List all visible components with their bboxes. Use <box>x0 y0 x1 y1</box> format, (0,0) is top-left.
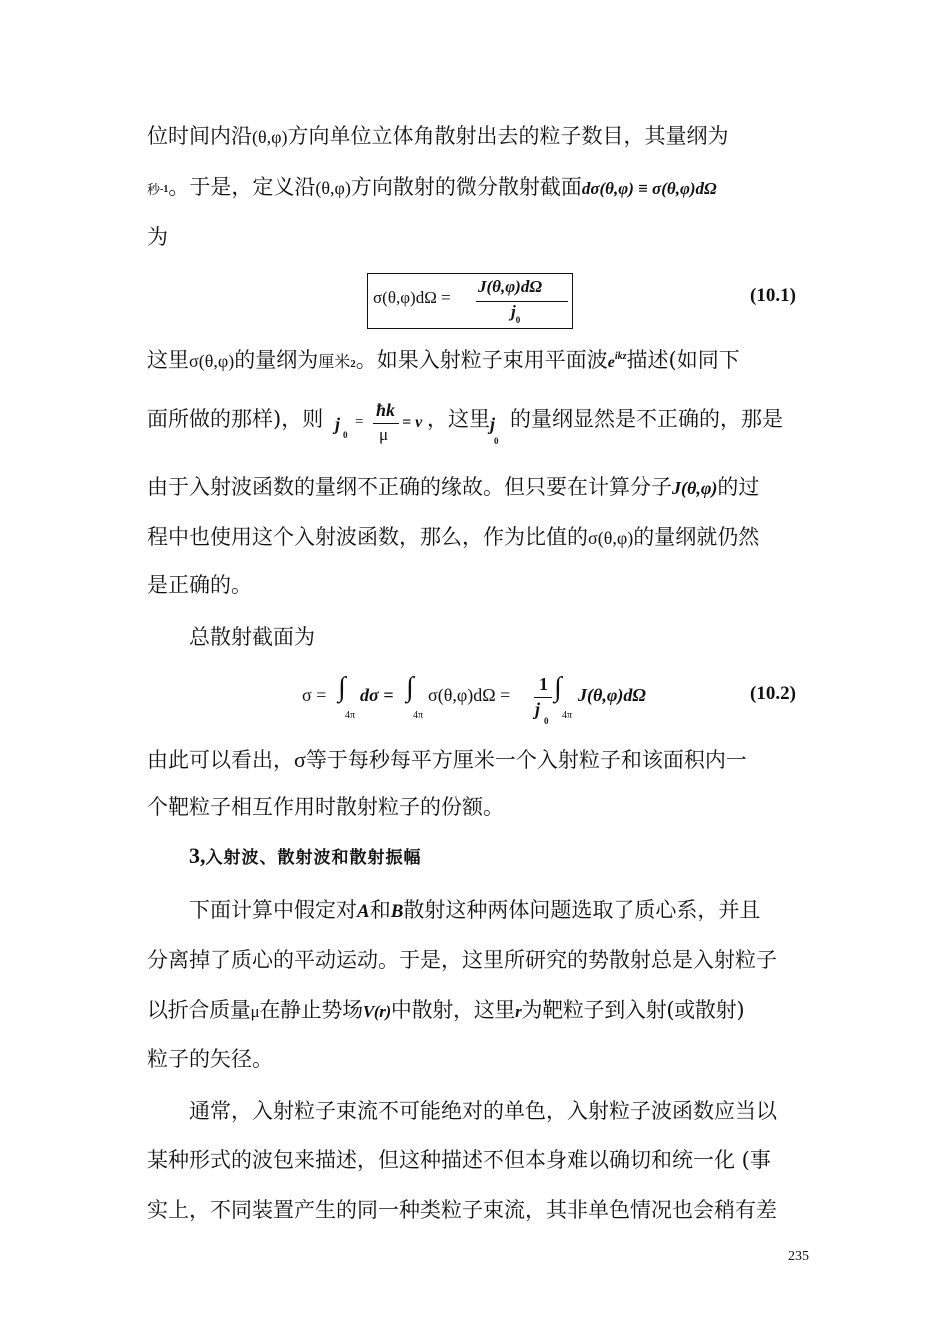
math-inline: e <box>607 354 615 371</box>
math-inline: dσ(θ,φ) ≡ σ(θ,φ)dΩ <box>581 179 717 198</box>
text: 秒 <box>147 183 161 198</box>
section-number: 3, <box>189 843 206 868</box>
text: ，这里 <box>427 407 490 431</box>
text: 由此可以看出， <box>147 748 294 772</box>
math-inline: (θ,φ) <box>315 178 351 198</box>
text: 这里 <box>147 348 189 372</box>
j-symbol: j <box>490 414 496 434</box>
paragraph-line <box>147 1195 807 1225</box>
math-inline: r <box>515 1002 522 1021</box>
text: 由于入射波函数的量纲不正确的缘故。但只要在计算分子 <box>147 475 672 499</box>
paragraph-line <box>189 1096 807 1126</box>
math-inline: σ(θ,φ) <box>189 351 235 371</box>
text: 方向散射的微分散射截面 <box>350 175 582 199</box>
text: 为靶粒子到入射(或散射) <box>521 998 745 1022</box>
integral-limit: 4π <box>562 710 573 721</box>
fraction-denominator: μ <box>379 425 389 444</box>
paragraph-line <box>147 1145 807 1175</box>
paragraph-line <box>147 345 807 380</box>
paragraph-line <box>147 792 807 822</box>
equation-lhs: σ(θ,φ)dΩ = <box>373 288 451 307</box>
fraction-numerator: ħk <box>376 400 396 420</box>
equation-lhs: σ = <box>302 685 327 705</box>
subscript: 0 <box>515 315 521 325</box>
j-symbol: j <box>511 302 516 321</box>
math-inline: (θ,φ) <box>252 127 288 147</box>
paragraph-line <box>147 222 807 252</box>
j0-equation <box>335 400 435 448</box>
text: 某种形式的波包来描述，但这种描述不但本身难以确切和统一化 (事 <box>147 1148 771 1172</box>
equals-sign: = <box>355 414 364 430</box>
equation-10-2 <box>302 672 672 726</box>
superscript: 2 <box>350 358 356 370</box>
text: 的量纲为 <box>234 348 319 372</box>
subscript: 0 <box>343 430 348 440</box>
text: 分离掉了质心的平动运动。于是，这里所研究的势散射总是入射粒子 <box>147 948 777 972</box>
math-inline: J(θ,φ) <box>672 478 718 498</box>
math-inline: V(r) <box>362 1002 391 1021</box>
text: 的量纲显然是不正确的，那是 <box>510 407 783 431</box>
text: 为 <box>147 225 168 249</box>
math-inline: μ <box>250 1002 260 1021</box>
text: 位时间内沿 <box>147 124 252 148</box>
text: 厘米 <box>318 352 351 371</box>
integral-sign: ∫ <box>406 672 414 703</box>
superscript: ikz <box>614 351 627 362</box>
text: 总散射截面为 <box>189 625 315 649</box>
text: 和 <box>369 898 391 922</box>
text: 在静止势场 <box>259 998 363 1022</box>
fraction-denominator <box>511 302 521 325</box>
text: 以折合质量 <box>147 998 251 1022</box>
text: 的过 <box>717 475 760 499</box>
text: 中散射，这里 <box>390 998 516 1022</box>
equation-number: (10.2) <box>750 683 796 704</box>
math-inline: σ <box>294 747 306 772</box>
page-number: 235 <box>788 1249 809 1264</box>
text: 程中也使用这个入射波函数，那么，作为比值的 <box>147 525 588 549</box>
fraction-denominator: j <box>535 699 541 719</box>
paragraph-line <box>147 1044 807 1074</box>
math-inline: A <box>357 901 370 922</box>
j-symbol: j <box>335 414 341 434</box>
math-inline: σ(θ,φ) <box>588 528 634 548</box>
fraction-numerator: 1 <box>539 674 548 694</box>
equation-10-1-box <box>367 273 573 329</box>
math-inline: σ(θ,φ)dΩ = <box>428 685 511 705</box>
paragraph-line <box>147 121 807 152</box>
integral-sign: ∫ <box>554 672 562 703</box>
text: 等于每秒每平方厘米一个入射粒子和该面积内一 <box>305 748 747 772</box>
paragraph-line <box>147 172 807 207</box>
paragraph-line <box>147 745 807 775</box>
math-inline: dσ = <box>360 685 394 705</box>
integral-limit: 4π <box>345 710 356 721</box>
subscript: 0 <box>544 716 549 726</box>
paragraph-line <box>147 945 807 975</box>
equation-number: (10.1) <box>750 285 796 306</box>
text: 通常，入射粒子束流不可能绝对的单色，入射粒子波函数应当以 <box>189 1099 777 1123</box>
integral-sign: ∫ <box>338 672 346 703</box>
text: 粒子的矢径。 <box>147 1047 273 1071</box>
text: 散射这种两体问题选取了质心系，并且 <box>403 898 761 922</box>
fraction-bar <box>534 697 552 698</box>
paragraph-line <box>189 895 807 927</box>
paragraph-line-continuation <box>427 404 807 446</box>
fraction-bar <box>373 423 399 424</box>
text: 方向单位立体角散射出去的粒子数目，其量纲为 <box>287 124 729 148</box>
text: 实上，不同装置产生的同一种类粒子束流，其非单色情况也会稍有差 <box>147 1198 777 1222</box>
text: 。于是，定义沿 <box>168 175 316 199</box>
text: 描述(如同下 <box>626 348 740 372</box>
text: 个靶粒子相互作用时散射粒子的份额。 <box>147 795 504 819</box>
j0-inline <box>490 404 510 446</box>
section-title: 入射波、散射波和散射振幅 <box>205 848 422 868</box>
text: 下面计算中假定对 <box>189 898 357 922</box>
math-inline: J(θ,φ)dΩ <box>578 685 646 705</box>
fraction-bar <box>476 301 568 302</box>
integral-limit: 4π <box>413 710 424 721</box>
math-inline: = v <box>402 414 423 431</box>
text: 面所做的那样)，则 <box>147 407 324 431</box>
subscript: 0 <box>494 436 499 446</box>
fraction-numerator: J(θ,φ)dΩ <box>478 277 543 296</box>
section-heading <box>189 843 422 869</box>
paragraph-line <box>147 472 807 503</box>
text: 是正确的。 <box>147 573 252 597</box>
paragraph-line <box>189 622 807 652</box>
paragraph-line <box>147 995 807 1027</box>
text: 。如果入射粒子束用平面波 <box>355 348 608 372</box>
superscript: -1 <box>160 184 169 195</box>
math-inline: B <box>390 901 404 922</box>
text: 的量纲就仍然 <box>633 525 760 549</box>
paragraph-line <box>147 522 807 553</box>
paragraph-line <box>147 570 807 600</box>
